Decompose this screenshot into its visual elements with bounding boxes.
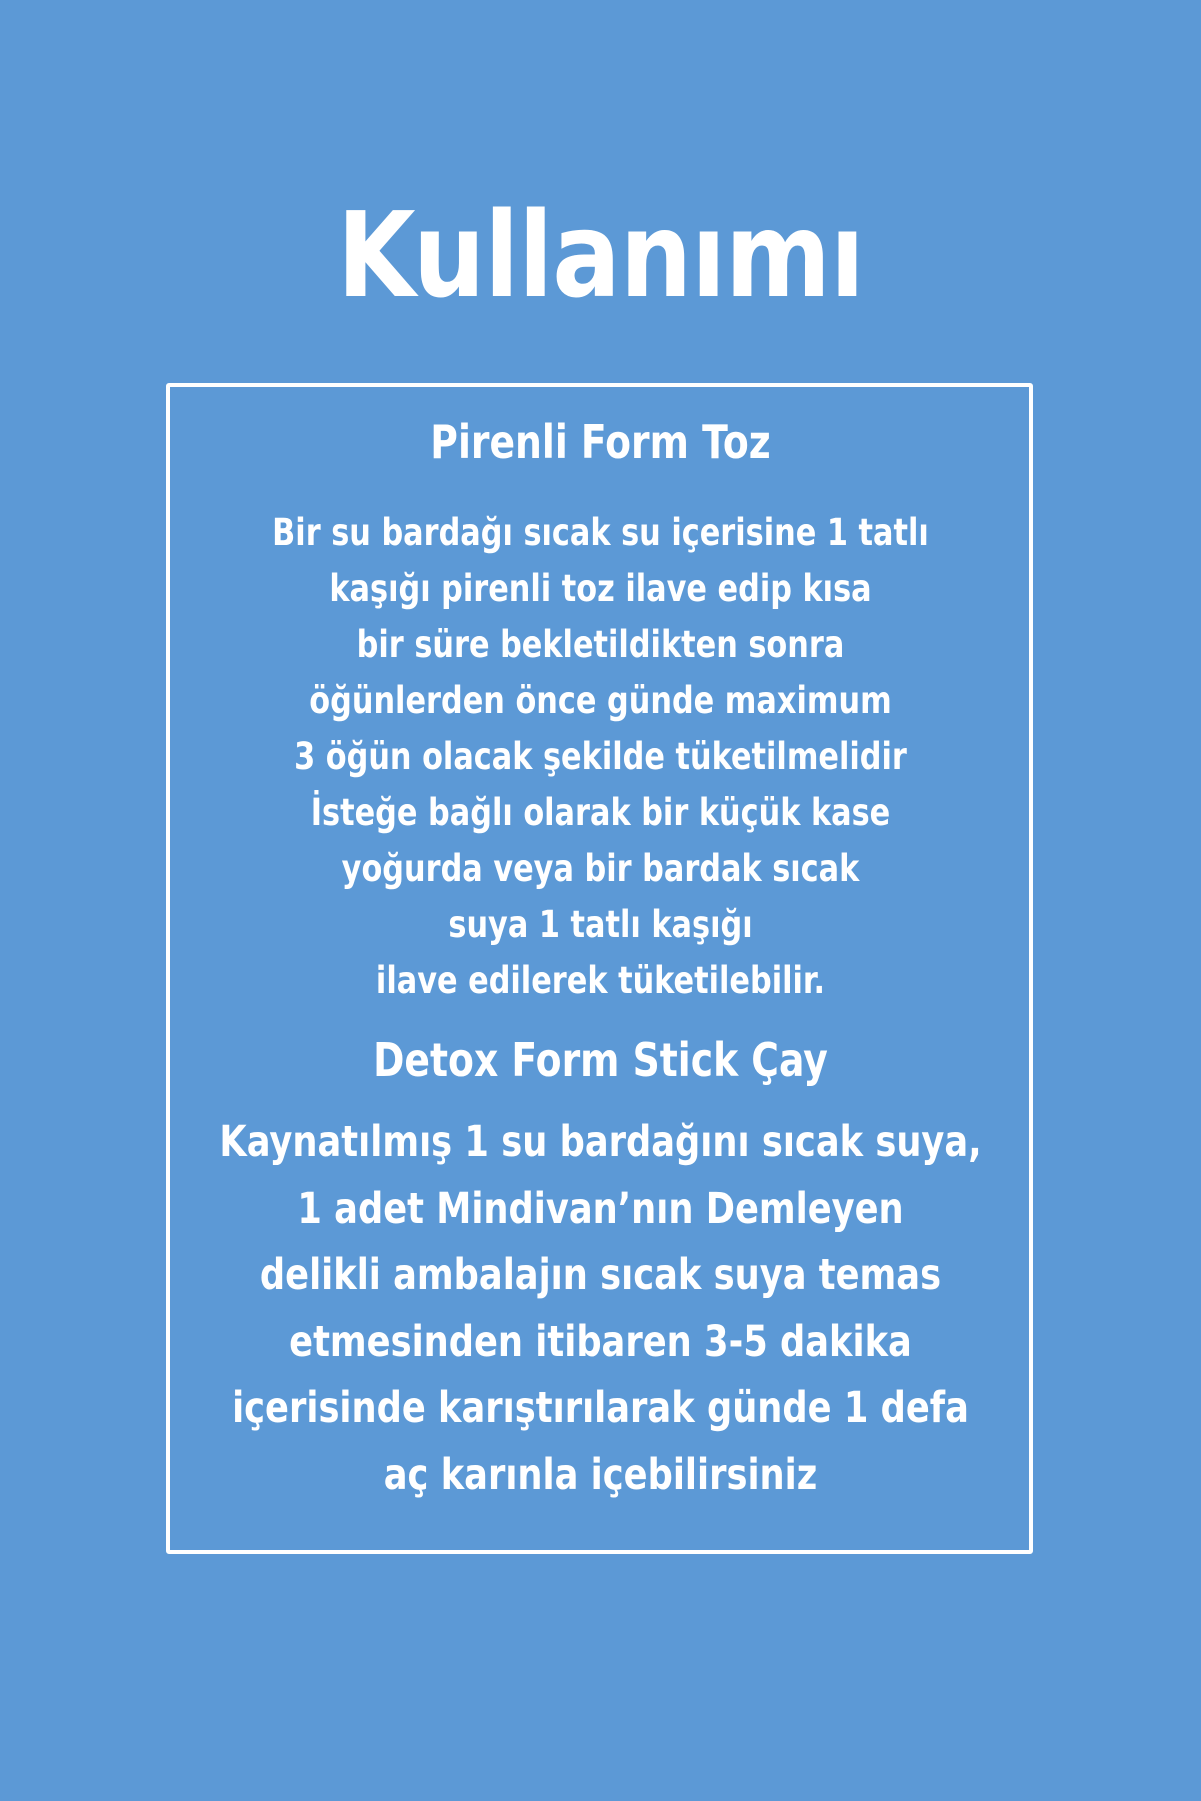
section-title-powder: Pirenli Form Toz (430, 415, 771, 469)
instruction-line: Bir su bardağı sıcak su içerisine 1 tatlı (272, 511, 929, 554)
section-title-tea: Detox Form Stick Çay (373, 1033, 828, 1087)
instruction-line: öğünlerden önce günde maximum (309, 679, 892, 722)
instruction-line: Kaynatılmış 1 su bardağını sıcak suya, (219, 1117, 982, 1167)
instruction-line: içerisinde karıştırılarak günde 1 defa (232, 1383, 969, 1434)
instruction-line: bir süre bekletildikten sonra (356, 623, 845, 666)
instruction-line: suya 1 tatlı kaşığı (448, 903, 753, 946)
instruction-line: ilave edilerek tüketilebilir. (375, 959, 826, 1002)
page-title: Kullanımı (337, 186, 864, 324)
instruction-line: 3 öğün olacak şekilde tüketilmelidir (294, 735, 907, 778)
instruction-line: yoğurda veya bir bardak sıcak (341, 847, 860, 890)
instruction-line: kaşığı pirenli toz ilave edip kısa (329, 567, 872, 610)
tea-instructions (0, 1109, 1201, 1509)
powder-instructions (0, 505, 1201, 1009)
instruction-line: aç karınla içebilirsiniz (383, 1449, 818, 1500)
instruction-line: İsteğe bağlı olarak bir küçük kase (310, 791, 891, 834)
instruction-line: etmesinden itibaren 3-5 dakika (289, 1316, 912, 1367)
instruction-line: delikli ambalajın sıcak suya temas (259, 1250, 942, 1301)
instruction-line: 1 adet Mindivan’nın Demleyen (297, 1183, 904, 1234)
